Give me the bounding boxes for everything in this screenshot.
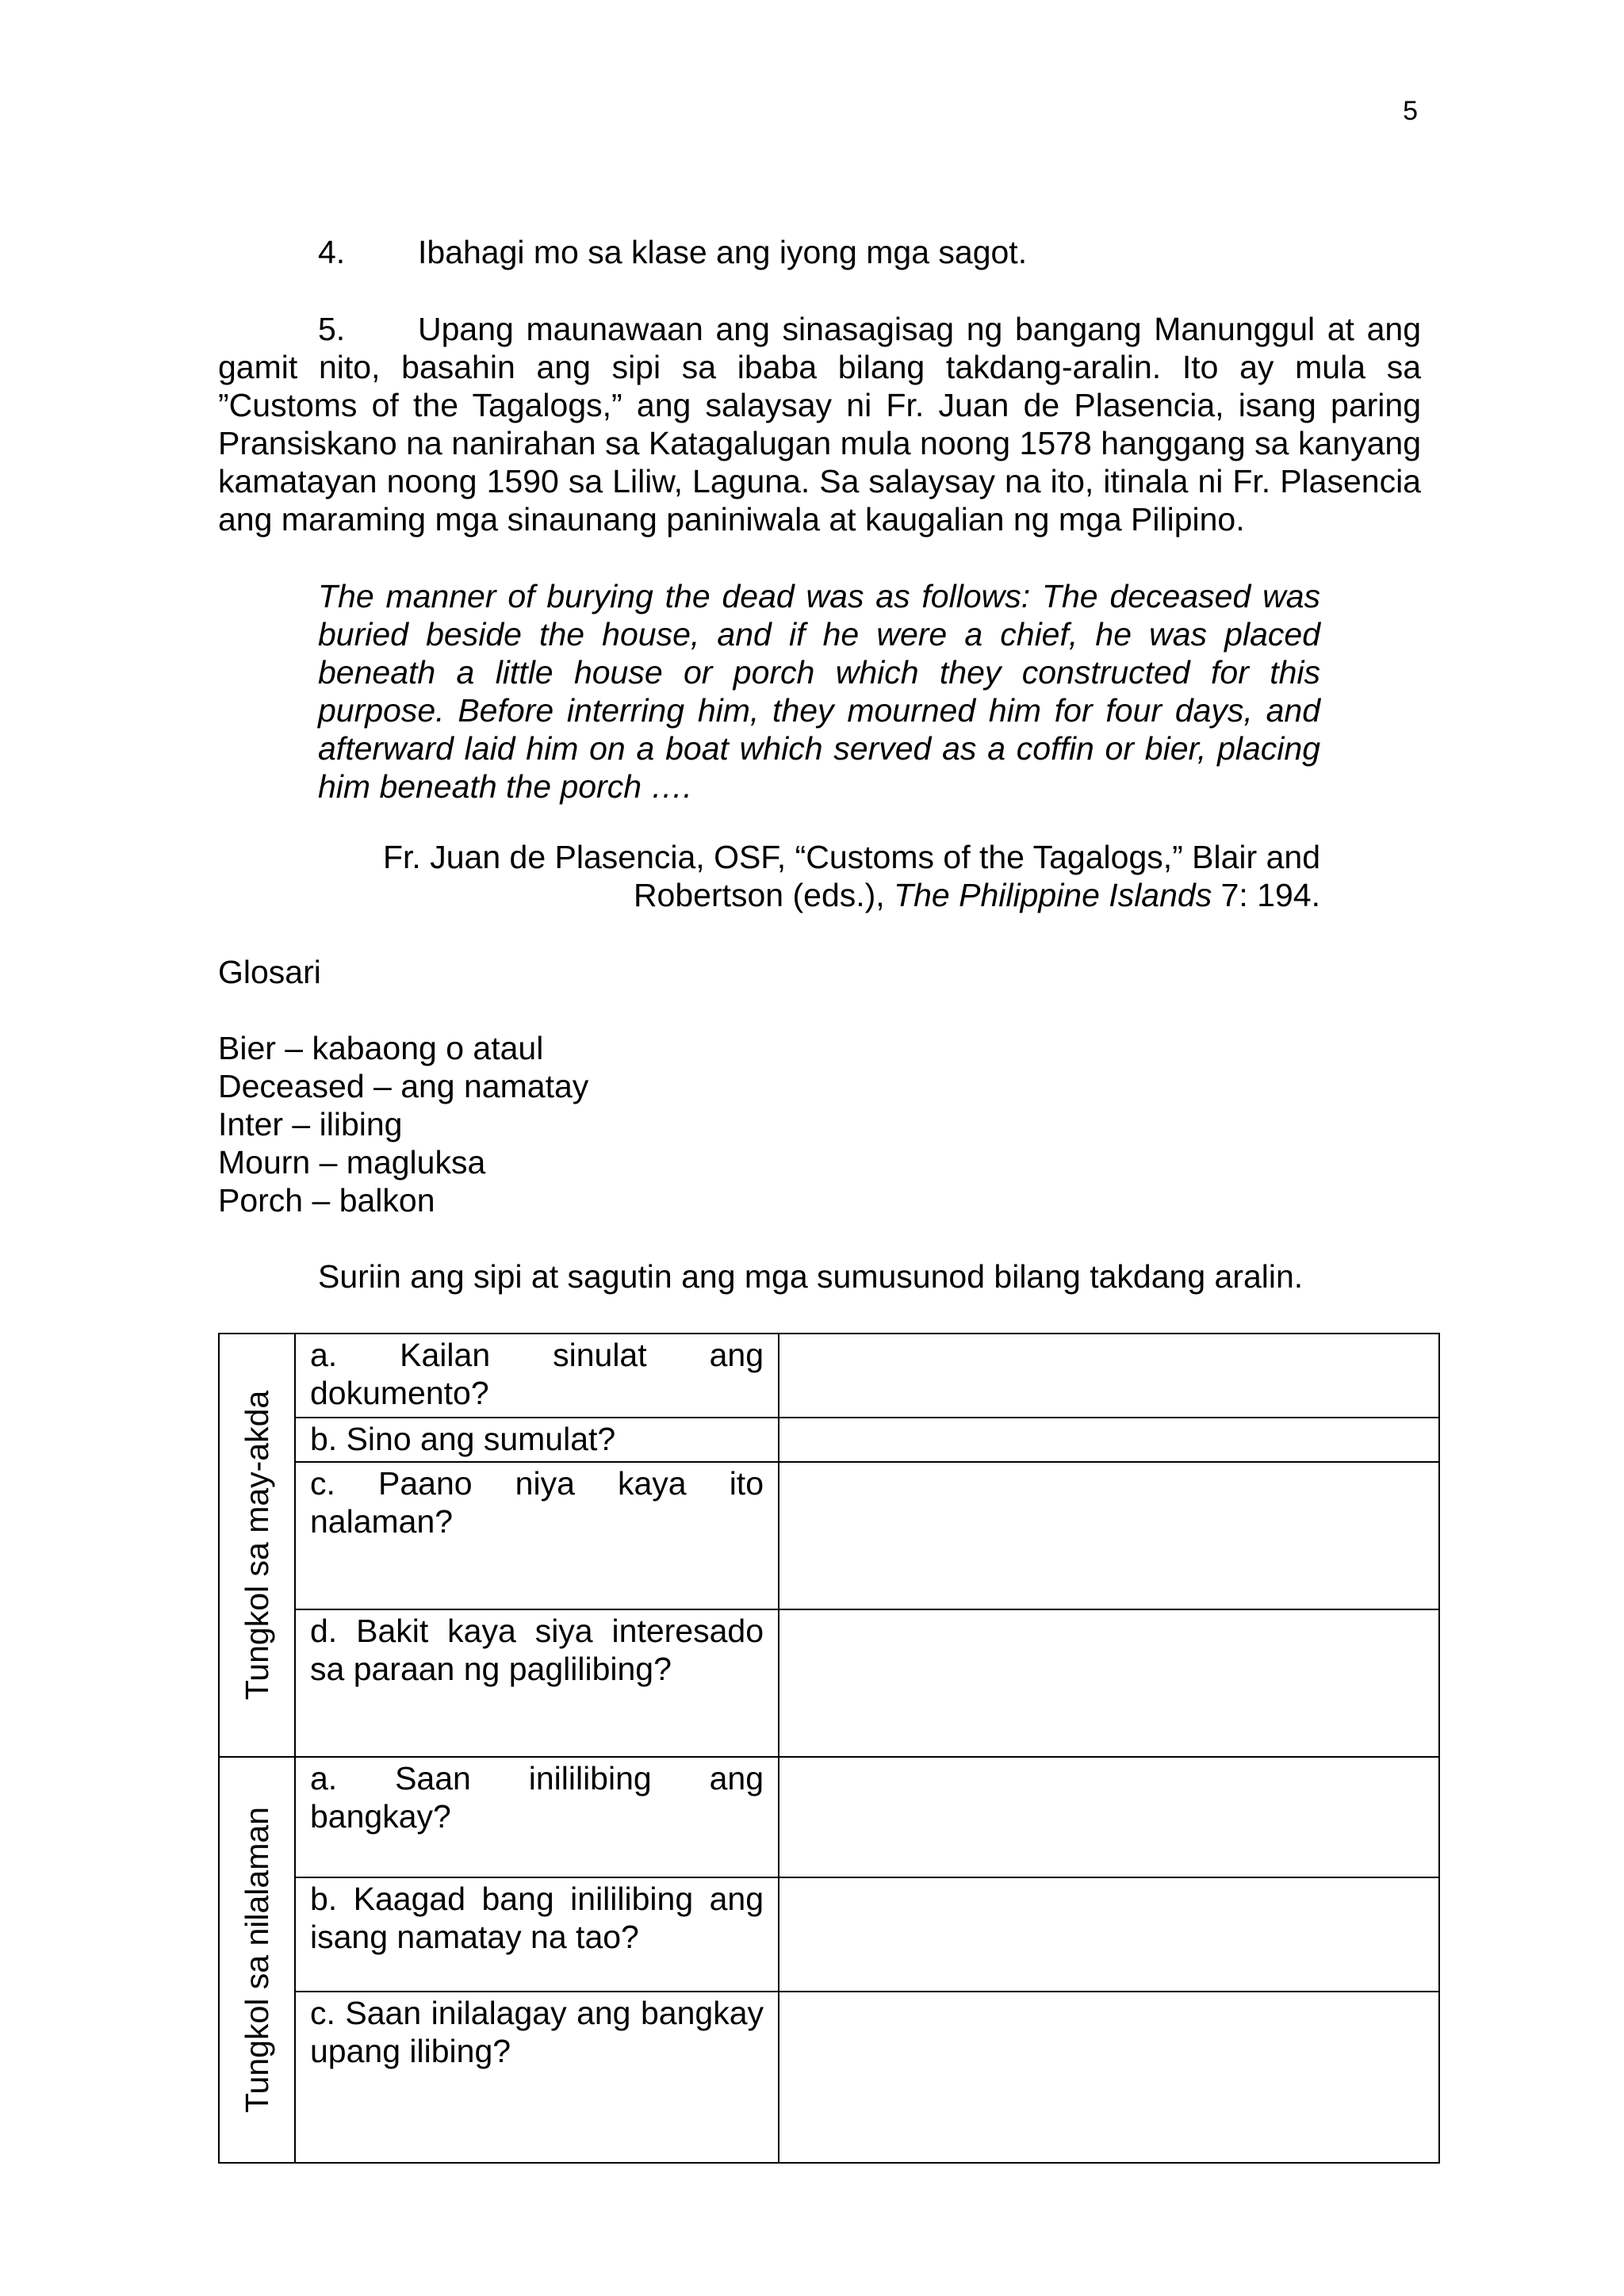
citation	[318, 838, 1320, 914]
citation-line-1: Fr. Juan de Plasencia, OSF, “Customs of the Tagalogs,” Blair and	[383, 839, 1320, 875]
block-quote: The manner of burying the dead was as follows: The deceased was buried beside the house, and if he were a chief, he was placed beneath a little house or porch which they constructed for this purpose. Before interring him, they mourned him for four days, and afterward laid him on a boat which served as a coffin or bier, placing him beneath the porch ….	[318, 578, 1320, 805]
section-label-author	[219, 1334, 295, 1757]
glossary-item: Bier – kabaong o ataul	[218, 1030, 544, 1066]
question-cell: d. Bakit kaya siya interesado sa paraan ng paglilibing?	[295, 1609, 779, 1757]
glossary-title: Glosari	[218, 954, 321, 990]
item-4-text: Ibahagi mo sa klase ang iyong mga sagot.	[418, 234, 1028, 270]
answer-cell[interactable]	[779, 1462, 1439, 1609]
glossary-item: Porch – balkon	[218, 1182, 435, 1219]
citation-book-title: The Philippine Islands	[894, 877, 1212, 913]
question-cell: a. Saan inililibing ang bangkay?	[295, 1757, 779, 1877]
citation-editors: Robertson (eds.),	[633, 877, 894, 913]
question-cell: b. Sino ang sumulat?	[295, 1418, 779, 1462]
question-cell: c. Saan inilalagay ang bangkay upang ilibing?	[295, 1992, 779, 2163]
answer-cell[interactable]	[779, 1757, 1439, 1877]
answer-cell[interactable]	[779, 1877, 1439, 1992]
glossary-item: Inter – ilibing	[218, 1106, 403, 1142]
citation-pages: 7: 194.	[1212, 877, 1320, 913]
section-label-text: Tungkol sa may-akda	[239, 1390, 275, 1701]
instruction-item-4	[218, 233, 1421, 271]
answer-cell[interactable]	[779, 1334, 1439, 1418]
item-4-number: 4.	[318, 234, 346, 270]
instruction-item-5	[218, 310, 1421, 538]
item-5-text: Upang maunawaan ang sinasagisag ng bangang Manunggul at ang gamit nito, basahin ang sipi sa ibaba bilang takdang-aralin. Ito ay mula sa ”Customs of the Tagalogs,” ang salaysay ni Fr. Juan de Plasencia, isang paring Pransiskano na nanirahan sa Katagalugan mula noong 1578 hanggang sa kanyang kamatayan noong 1590 sa Liliw, Laguna. Sa salaysay na ito, itinala ni Fr. Plasencia ang maraming mga sinaunang paniniwala at kaugalian ng mga Pilipino.	[218, 311, 1421, 538]
answer-cell[interactable]	[779, 1609, 1439, 1757]
item-5-number: 5.	[318, 311, 346, 347]
section-label-content	[219, 1757, 295, 2163]
page-number: 5	[1403, 96, 1418, 126]
question-table	[218, 1333, 1440, 2164]
homework-instruction: Suriin ang sipi at sagutin ang mga sumusunod bilang takdang aralin.	[318, 1258, 1304, 1295]
section-label-text: Tungkol sa nilalaman	[239, 1807, 275, 2113]
question-cell: b. Kaagad bang inililibing ang isang namatay na tao?	[295, 1877, 779, 1992]
glossary-item: Mourn – magluksa	[218, 1144, 486, 1181]
glossary-list	[218, 1029, 588, 1219]
question-cell: c. Paano niya kaya ito nalaman?	[295, 1462, 779, 1609]
answer-cell[interactable]	[779, 1992, 1439, 2163]
question-cell: a. Kailan sinulat ang dokumento?	[295, 1334, 779, 1418]
citation-line-2	[318, 876, 1320, 914]
answer-cell[interactable]	[779, 1418, 1439, 1462]
glossary-item: Deceased – ang namatay	[218, 1068, 589, 1104]
